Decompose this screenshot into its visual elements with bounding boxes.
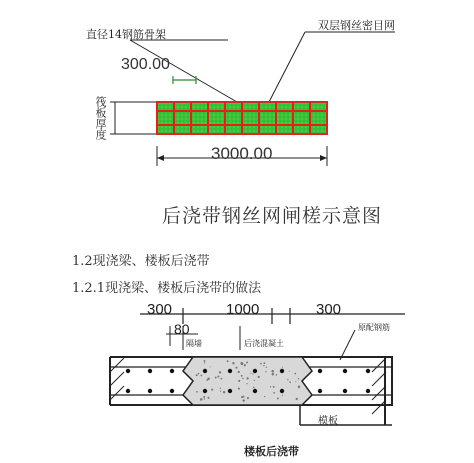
concrete-speck bbox=[247, 397, 249, 399]
concrete-speck bbox=[287, 379, 288, 380]
concrete-speck bbox=[238, 388, 240, 390]
rebar-dot bbox=[280, 389, 284, 393]
concrete-speck bbox=[220, 378, 222, 380]
concrete-speck bbox=[296, 398, 298, 400]
steel-label: 隔墙 bbox=[186, 339, 202, 348]
concrete-speck bbox=[204, 398, 205, 399]
mesh-panel bbox=[157, 102, 327, 134]
concrete-speck bbox=[211, 389, 213, 391]
concrete-speck bbox=[265, 371, 266, 372]
concrete-speck bbox=[203, 396, 205, 398]
rebar-dot bbox=[148, 369, 152, 373]
original-rebar-leader bbox=[340, 330, 355, 360]
figure-2-caption: 楼板后浇带 bbox=[244, 445, 299, 458]
concrete-speck bbox=[246, 383, 247, 384]
concrete-speck bbox=[273, 386, 275, 388]
concrete-speck bbox=[266, 366, 267, 367]
concrete-speck bbox=[223, 391, 225, 393]
concrete-label: 后浇混凝土 bbox=[244, 339, 284, 348]
mesh-label: 双层钢丝密目网 bbox=[318, 19, 395, 32]
total-dim-arrow-r bbox=[320, 155, 327, 161]
rebar-dot bbox=[228, 389, 232, 393]
concrete-speck bbox=[260, 363, 262, 365]
concrete-speck bbox=[277, 397, 279, 399]
concrete-speck bbox=[241, 396, 243, 398]
concrete-speck bbox=[246, 362, 248, 364]
concrete-speck bbox=[232, 362, 234, 364]
concrete-speck bbox=[235, 367, 237, 369]
rebar-dot bbox=[343, 369, 347, 373]
rebar-dot bbox=[170, 369, 174, 373]
concrete-speck bbox=[264, 396, 265, 397]
concrete-speck bbox=[241, 362, 244, 365]
left-wall-hatch bbox=[110, 357, 124, 405]
concrete-speck bbox=[201, 375, 203, 377]
concrete-speck bbox=[253, 387, 255, 389]
rebar-dot bbox=[366, 389, 370, 393]
concrete-speck bbox=[238, 380, 240, 382]
concrete-speck bbox=[270, 386, 271, 387]
concrete-speck bbox=[219, 371, 221, 373]
concrete-speck bbox=[258, 376, 260, 378]
concrete-speck bbox=[217, 375, 219, 377]
concrete-speck bbox=[272, 373, 274, 375]
heading-1-2-1: 1.2.1现浇梁、楼板后浇带的做法 bbox=[72, 281, 262, 296]
dim-center-value: 1000 bbox=[226, 301, 260, 318]
concrete-speck bbox=[242, 399, 244, 401]
heading-1-2: 1.2现浇梁、楼板后浇带 bbox=[72, 254, 210, 269]
rebar-dot bbox=[203, 369, 207, 373]
rebar-dot bbox=[366, 369, 370, 373]
concrete-speck bbox=[204, 360, 206, 362]
rebar-dot bbox=[343, 389, 347, 393]
rebar-dot bbox=[170, 389, 174, 393]
formwork-label: 模板 bbox=[318, 416, 338, 427]
concrete-speck bbox=[250, 373, 251, 374]
concrete-speck bbox=[289, 381, 291, 383]
rebar-label: 直径14钢筋骨架 bbox=[86, 28, 166, 41]
concrete-speck bbox=[206, 379, 208, 381]
dim-small-value: 80 bbox=[174, 321, 190, 337]
figure-1-caption: 后浇带钢丝网闸槎示意图 bbox=[162, 205, 383, 227]
concrete-speck bbox=[244, 364, 246, 366]
dim-left-value: 300 bbox=[147, 301, 173, 318]
concrete-speck bbox=[200, 398, 203, 401]
concrete-speck bbox=[282, 367, 283, 368]
concrete-speck bbox=[210, 366, 211, 367]
concrete-speck bbox=[204, 362, 205, 363]
concrete-speck bbox=[295, 381, 296, 382]
spacing-dim-value: 300.00 bbox=[121, 56, 170, 73]
concrete-speck bbox=[263, 365, 264, 366]
concrete-speck bbox=[282, 395, 283, 396]
concrete-speck bbox=[220, 391, 221, 392]
concrete-speck bbox=[238, 371, 240, 373]
concrete-speck bbox=[264, 362, 266, 364]
rebar-dot bbox=[253, 389, 257, 393]
rebar-dot bbox=[280, 369, 284, 373]
rebar-dot bbox=[148, 389, 152, 393]
total-dim-value: 3000.00 bbox=[211, 144, 273, 163]
concrete-speck bbox=[196, 374, 198, 376]
concrete-speck bbox=[294, 373, 296, 375]
concrete-speck bbox=[246, 377, 248, 379]
concrete-speck bbox=[196, 391, 198, 393]
concrete-speck bbox=[276, 374, 278, 376]
concrete-speck bbox=[207, 397, 209, 399]
rebar-dot bbox=[228, 369, 232, 373]
rebar-dot bbox=[318, 389, 322, 393]
concrete-speck bbox=[241, 375, 243, 377]
rebar-dot bbox=[253, 369, 257, 373]
thickness-label: 筏板厚度 bbox=[94, 96, 107, 140]
concrete-speck bbox=[289, 371, 290, 372]
concrete-speck bbox=[242, 378, 243, 379]
concrete-speck bbox=[198, 373, 200, 375]
rebar-dot bbox=[203, 389, 207, 393]
concrete-speck bbox=[254, 380, 255, 381]
rebar-dot bbox=[126, 369, 130, 373]
concrete-speck bbox=[273, 392, 275, 394]
dim-right-value: 300 bbox=[316, 301, 342, 318]
concrete-speck bbox=[298, 387, 299, 388]
rebar-dot bbox=[318, 369, 322, 373]
concrete-speck bbox=[298, 378, 299, 379]
rebar-dot bbox=[126, 389, 130, 393]
concrete-speck bbox=[252, 373, 253, 374]
total-dim-arrow-l bbox=[157, 155, 164, 161]
concrete-speck bbox=[227, 360, 229, 362]
concrete-speck bbox=[271, 370, 274, 373]
mesh-leader-line bbox=[269, 32, 305, 102]
original-rebar-label: 原配钢筋 bbox=[358, 323, 390, 332]
concrete-speck bbox=[215, 377, 217, 379]
concrete-speck bbox=[220, 388, 221, 389]
